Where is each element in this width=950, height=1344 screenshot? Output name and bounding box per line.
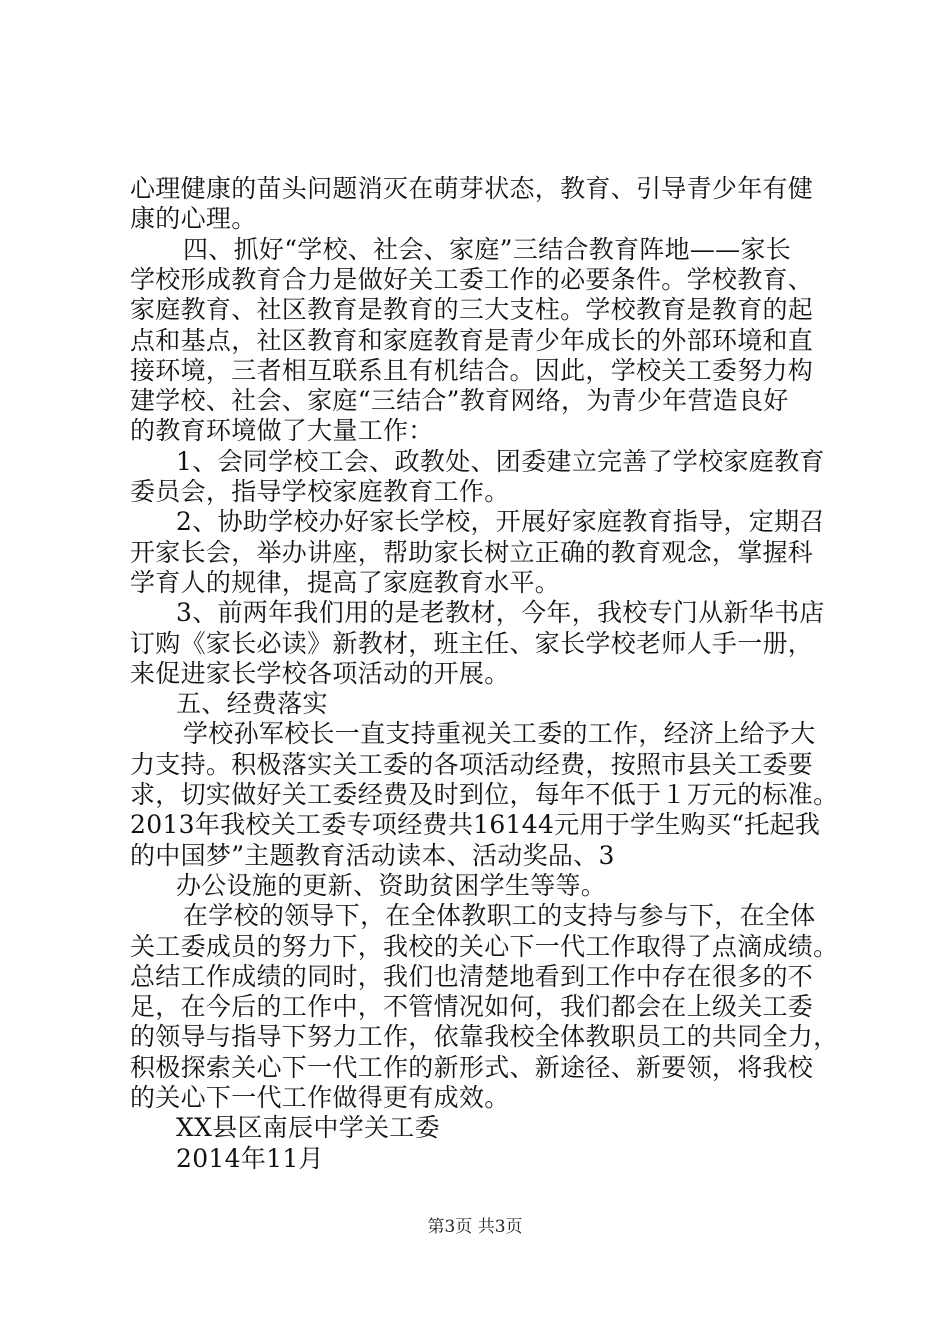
body-text-line: 2014年11月 [176,1143,324,1173]
body-text-line: XX县区南辰中学关工委 [176,1113,440,1143]
body-text-line: 康的心理。 [130,204,257,234]
body-text-line: 足，在今后的工作中，不管情况如何，我们都会在上级关工委 [130,992,814,1022]
body-text-line: 点和基点，社区教育和家庭教育是青少年成长的外部环境和直 [130,325,814,355]
body-text-line: 五、经费落实 [176,689,328,719]
page-number-footer: 第3页 共3页 [427,1217,523,1237]
body-text-line: 学校形成教育合力是做好关工委工作的必要条件。学校教育、 [130,264,814,294]
body-text-line: 接环境，三者相互联系且有机结合。因此，学校关工委努力构 [130,355,814,385]
body-text-line: 总结工作成绩的同时，我们也清楚地看到工作中存在很多的不 [130,961,814,991]
body-text-line: 家庭教育、社区教育是教育的三大支柱。学校教育是教育的起 [130,295,814,325]
body-text-line: 求，切实做好关工委经费及时到位，每年不低于１万元的标准。 [130,780,839,809]
body-text-line: 学校孙军校长一直支持重视关工委的工作，经济上给予大 [183,719,816,749]
body-text-line: 订购《家长必读》新教材，班主任、家长学校老师人手一册， [130,628,814,658]
body-text-line: 的教育环境做了大量工作： [130,416,434,446]
body-text-line: 2013年我校关工委专项经费共16144元用于学生购买“托起我 [130,810,821,840]
body-text-line: 委员会，指导学校家庭教育工作。 [130,477,510,506]
body-text-line: 在学校的领导下，在全体教职工的支持与参与下，在全体 [183,901,816,931]
body-text-line: 3、前两年我们用的是老教材，今年，我校专门从新华书店 [176,598,825,628]
body-text-line: 办公设施的更新、资助贫困学生等等。 [176,870,607,900]
body-text-line: 建学校、社会、家庭“三结合”教育网络，为青少年营造良好 [130,386,789,416]
body-text-line: 心理健康的苗头问题消灭在萌芽状态，教育、引导青少年有健 [130,174,814,203]
body-text-line: 关工委成员的努力下，我校的关心下一代工作取得了点滴成绩。 [130,931,839,961]
body-text-line: 来促进家长学校各项活动的开展。 [130,658,510,688]
body-text-line: 2、协助学校办好家长学校，开展好家庭教育指导，定期召 [176,507,825,537]
body-text-line: 开家长会，举办讲座，帮助家长树立正确的教育观念，掌握科 [130,537,814,567]
body-text-line: 四、抓好“学校、社会、家庭”三结合教育阵地——家长 [183,234,792,264]
body-text-line: 1、会同学校工会、政教处、团委建立完善了学校家庭教育 [176,446,825,476]
body-text-line: 的关心下一代工作做得更有成效。 [130,1083,510,1112]
body-text-line: 力支持。积极落实关工委的各项活动经费，按照市县关工委要 [130,749,814,779]
body-text-line: 学育人的规律，提高了家庭教育水平。 [130,567,561,597]
body-text-line: 积极探索关心下一代工作的新形式、新途径、新要领，将我校 [130,1052,814,1082]
body-text-line: 的中国梦”主题教育活动读本、活动奖品、3 [130,840,615,870]
body-text-line: 的领导与指导下努力工作，依靠我校全体教职员工的共同全力， [130,1022,839,1052]
